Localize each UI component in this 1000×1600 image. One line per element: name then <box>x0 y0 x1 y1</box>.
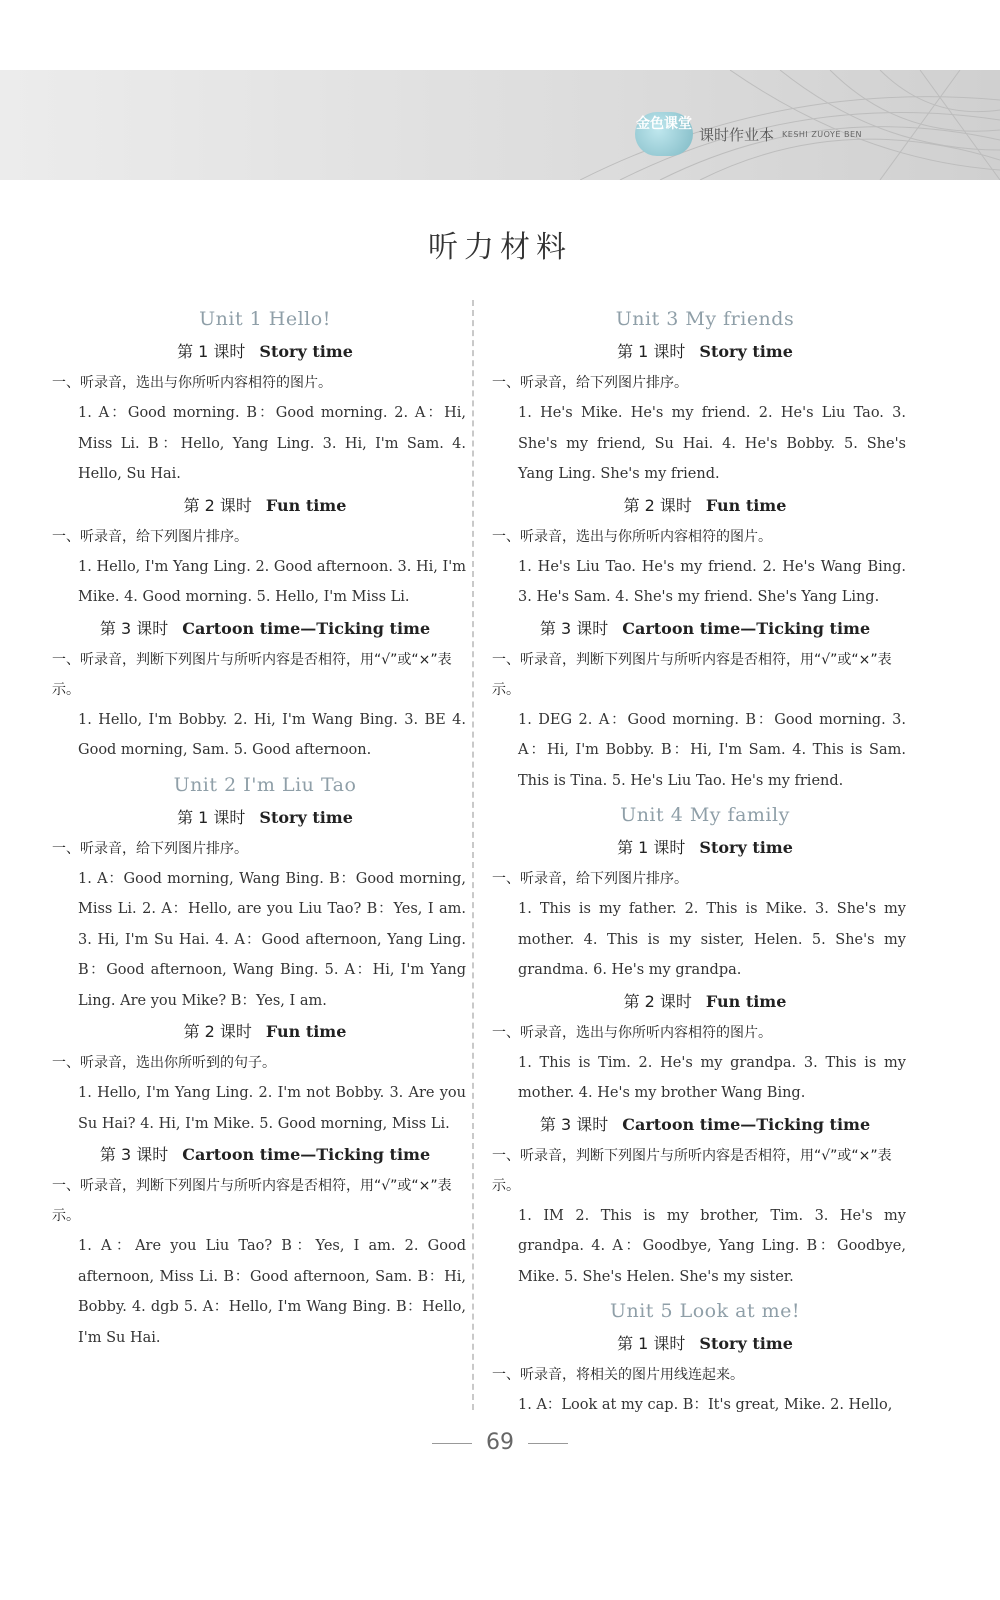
exercise-instruction: 一、听录音，选出你所听到的句子。 <box>52 1055 276 1071</box>
lesson-number: 第 1 课时 <box>617 1334 686 1353</box>
lesson-title <box>500 1328 910 1360</box>
lesson-number: 第 2 课时 <box>623 991 692 1011</box>
exercise-instruction: 一、听录音，给下列图片排序。 <box>492 871 688 887</box>
lesson-title <box>500 986 910 1018</box>
page-number: 69 <box>0 1430 1000 1455</box>
listening-script: 1. Hello, I'm Yang Ling. 2. I'm not Bobby. 3. Are you Su Hai? 4. Hi, I'm Mike. 5. Good morning, Miss Li. <box>78 1085 466 1132</box>
listening-script: 1. A：Are you Liu Tao? B：Yes, I am. 2. Good afternoon, Miss Li. B：Good afternoon, Sam. B：Hi, Bobby. 4. dgb 5. A：Hello, I'm Wang Bing. B：Hello, I'm Su Hai. <box>78 1238 466 1346</box>
listening-script: 1. A：Good morning. B：Good morning. 2. A：Hi, Miss Li. B：Hello, Yang Ling. 3. Hi, I'm Sam. 4. Hello, Su Hai. <box>78 405 466 482</box>
lesson-number: 第 3 课时 <box>539 1114 609 1134</box>
lesson-number: 第 3 课时 <box>99 618 169 638</box>
lesson-number: 第 2 课时 <box>623 495 692 515</box>
listening-script: 1. A：Good morning, Wang Bing. B：Good morning, Miss Li. 2. A：Hello, are you Liu Tao? B：Yes, I am. 3. Hi, I'm Su Hai. 4. A：Good afternoon, Yang Ling. B：Good afternoon, Wang Bing. 5. A：Hi, I'm Yang Ling. Are you Mike? B：Yes, I am. <box>78 870 466 1009</box>
lesson-title <box>500 336 910 368</box>
listening-script: 1. This is Tim. 2. He's my grandpa. 3. This is my mother. 4. He's my brother Wang Bing. <box>518 1054 906 1101</box>
exercise-instruction: 一、听录音，给下列图片排序。 <box>492 375 688 391</box>
listening-script: 1. Hello, I'm Yang Ling. 2. Good afternoon. 3. Hi, I'm Mike. 4. Good morning. 5. Hello, I'm Miss Li. <box>78 558 466 605</box>
lesson-title <box>60 1016 470 1048</box>
brand-text: 课时作业本 <box>699 125 775 144</box>
lesson-name: Fun time <box>265 495 347 515</box>
lesson-number: 第 2 课时 <box>183 1022 252 1041</box>
listening-script: 1. DEG 2. A：Good morning. B：Good morning. 3. A：Hi, I'm Bobby. B：Hi, I'm Sam. 4. This is Sam. This is Tina. 5. He's Liu Tao. He's my friend. <box>518 711 906 789</box>
lesson-number: 第 2 课时 <box>183 495 252 515</box>
exercise-instruction: 一、听录音，判断下列图片与所听内容是否相符，用“√”或“×”表示。 <box>492 651 892 698</box>
lesson-title <box>60 1139 470 1171</box>
lesson-title <box>60 802 470 834</box>
lesson-title <box>500 490 910 522</box>
exercise-instruction: 一、听录音，选出与你所听内容相符的图片。 <box>492 1024 772 1041</box>
lesson-title <box>500 1109 910 1141</box>
lesson-name: Fun time <box>705 495 787 515</box>
exercise-instruction: 一、听录音，选出与你所听内容相符的图片。 <box>492 528 772 545</box>
exercise-instruction: 一、听录音，给下列图片排序。 <box>52 840 248 857</box>
lesson-number: 第 3 课时 <box>539 618 609 638</box>
lesson-name: Cartoon time—Ticking time <box>622 1114 871 1134</box>
unit-title: Unit 4 My family <box>620 804 790 826</box>
lesson-title <box>60 613 470 645</box>
lesson-name: Story time <box>699 342 793 361</box>
exercise-instruction: 一、听录音，将相关的图片用线连起来。 <box>492 1367 744 1383</box>
unit-title: Unit 5 Look at me! <box>609 1300 801 1322</box>
listening-script: 1. This is my father. 2. This is Mike. 3. She's my mother. 4. This is my sister, Helen. 5. She's my grandma. 6. He's my grandpa. <box>518 901 906 978</box>
exercise-instruction: 一、听录音，给下列图片排序。 <box>52 528 248 545</box>
exercise-instruction: 一、听录音，判断下列图片与所听内容是否相符，用“√”或“×”表示。 <box>52 651 452 698</box>
listening-script: 1. A：Look at my cap. B：It's great, Mike. 2. Hello, <box>518 1397 893 1413</box>
lesson-number: 第 1 课时 <box>617 838 686 857</box>
brand-logo <box>635 112 862 156</box>
column-divider <box>472 300 474 1410</box>
exercise-instruction: 一、听录音，判断下列图片与所听内容是否相符，用“√”或“×”表示。 <box>492 1147 892 1194</box>
lesson-name: Story time <box>699 1334 793 1353</box>
exercise-instruction: 一、听录音，选出与你所听内容相符的图片。 <box>52 375 332 391</box>
lesson-number: 第 1 课时 <box>177 807 246 827</box>
unit-title: Unit 3 My friends <box>615 308 795 330</box>
listening-script: 1. Hello, I'm Bobby. 2. Hi, I'm Wang Bing. 3. BE 4. Good morning, Sam. 5. Good afternoon. <box>78 711 466 758</box>
brand-badge: 金色课堂 <box>635 112 693 156</box>
unit-title: Unit 1 Hello! <box>199 308 331 330</box>
lesson-title <box>500 832 910 864</box>
lesson-title <box>60 490 470 522</box>
lesson-name: Fun time <box>265 1022 347 1041</box>
brand-pinyin: KESHI ZUOYE BEN <box>782 129 863 139</box>
listening-script: 1. He's Mike. He's my friend. 2. He's Liu Tao. 3. She's my friend, Su Hai. 4. He's Bobby. 5. She's Yang Ling. She's my friend. <box>518 405 906 482</box>
lesson-number: 第 3 课时 <box>99 1145 169 1164</box>
lesson-name: Story time <box>259 342 353 361</box>
lesson-name: Fun time <box>705 991 787 1011</box>
listening-script: 1. He's Liu Tao. He's my friend. 2. He's Wang Bing. 3. He's Sam. 4. She's my friend. She's Yang Ling. <box>518 558 906 605</box>
lesson-number: 第 1 课时 <box>177 342 246 361</box>
exercise-instruction: 一、听录音，判断下列图片与所听内容是否相符，用“√”或“×”表示。 <box>52 1178 452 1224</box>
page-title: 听力材料 <box>428 230 572 265</box>
right-column <box>492 300 910 1421</box>
lesson-name: Story time <box>259 807 353 827</box>
lesson-title <box>500 613 910 645</box>
left-column <box>52 300 470 1353</box>
unit-title: Unit 2 I'm Liu Tao <box>173 773 357 796</box>
lesson-number: 第 1 课时 <box>617 342 686 361</box>
lesson-name: Story time <box>699 838 793 857</box>
lesson-name: Cartoon time—Ticking time <box>182 1145 431 1164</box>
lesson-title <box>60 336 470 368</box>
lesson-name: Cartoon time—Ticking time <box>622 618 871 638</box>
listening-script: 1. IM 2. This is my brother, Tim. 3. He's my grandpa. 4. A：Goodbye, Yang Ling. B：Goodbye, Mike. 5. She's Helen. She's my sister. <box>518 1207 906 1285</box>
lesson-name: Cartoon time—Ticking time <box>182 618 431 638</box>
